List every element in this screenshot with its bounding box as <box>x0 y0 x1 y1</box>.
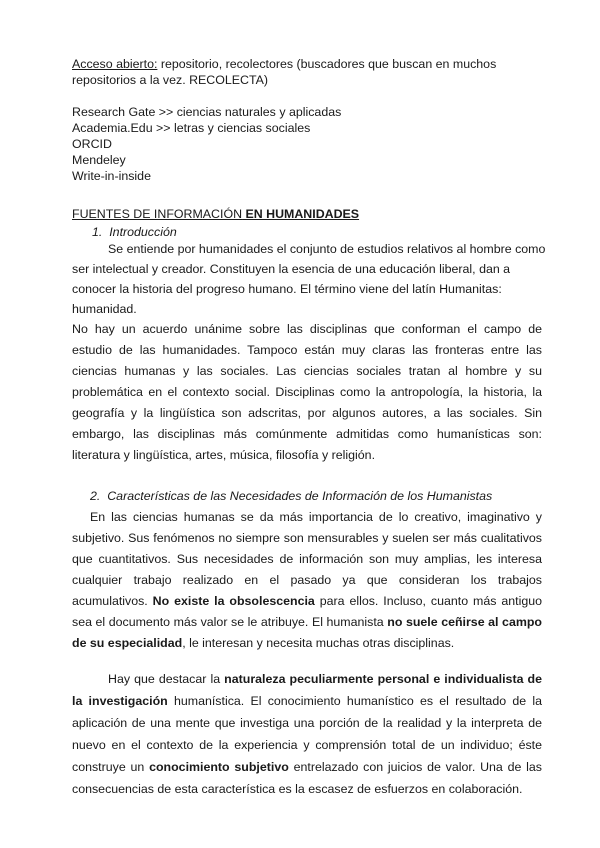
section-heading <box>72 206 359 222</box>
platform-write-in-inside: Write-in-inside <box>72 169 151 183</box>
characteristics-paragraph-1 <box>72 507 542 654</box>
char-p1-text-c: para ellos. Incluso, cuanto más antiguo sea el documento más valor se le atribuye. El humanista <box>72 594 542 629</box>
section-2-title <box>90 488 492 504</box>
section-2-number: 2. <box>90 489 101 503</box>
intro-line-2: ser intelectual y creador. Constituyen la esencia de una educación liberal, dan a <box>72 262 511 276</box>
section-1-title <box>92 224 177 240</box>
section-2-title-text: Características de las Necesidades de Información de los Humanistas <box>107 489 493 503</box>
heading-part-2: EN HUMANIDADES <box>242 207 360 221</box>
char-p2-text-e: entrelazado con juicios de valor. Una de las consecuencias de esta característica es la escasez de esfuerzos en colaboración. <box>72 760 543 796</box>
characteristics-paragraph-2 <box>72 668 542 800</box>
platform-research-gate: Research Gate >> ciencias naturales y aplicadas <box>72 105 342 119</box>
intro-line-4: humanidad. <box>72 302 137 316</box>
heading-part-1: FUENTES DE INFORMACIÓN <box>72 207 243 221</box>
char-p2-bold-nature: naturaleza peculiarmente personal e individualista de la investigación <box>72 672 542 708</box>
intro-paragraph-2: No hay un acuerdo unánime sobre las disciplinas que conforman el campo de estudio de las humanidades. Tampoco están muy claras las fronteras entre las ciencias humanas y las sociales. Las ciencias sociales tratan al hombre y su problemática en el contexto social. Disciplinas como la antropología, la historia, la geografía y la lingüística son adscritas, por algunos autores, a las sociales. Sin embargo, las disciplinas más comúnmente admitidas como humanísticas son: literatura y lingüística, artes, música, filosofía y religión. <box>72 322 542 462</box>
access-text-1: repositorio, recolectores (buscadores que buscan en muchos <box>157 57 497 71</box>
char-p1-text-e: , le interesan y necesita muchas otras disciplinas. <box>182 636 455 650</box>
section-1-title-text: Introducción <box>109 225 177 239</box>
section-1-number: 1. <box>92 225 103 239</box>
char-p2-text-c: humanística. El conocimiento humanístico es el resultado de la aplicación de una mente que investiga una porción de la realidad y la interpreta de nuevo en el contexto de la experiencia y comprensión total de un individuo; éste construye un <box>72 694 542 774</box>
char-p2-text-a: Hay que destacar la <box>108 672 225 686</box>
char-p1-bold-obsolescence: No existe la obsolescencia <box>152 594 315 608</box>
platform-academia: Academia.Edu >> letras y ciencias sociales <box>72 121 311 135</box>
platform-mendeley: Mendeley <box>72 153 126 167</box>
platform-orcid: ORCID <box>72 137 112 151</box>
access-label: Acceso abierto: <box>72 57 158 71</box>
access-line-1 <box>72 56 496 72</box>
char-p1-text-a: En las ciencias humanas se da más importancia de lo creativo, imaginativo y subjetivo. Sus fenómenos no siempre son mensurables y suelen ser más cualitativos que cuantitativos. Sus necesidades de información son muy amplias, les interesa cualquier trabajo realizado en el pasado ya que consideran los trabajos acumulativos. <box>72 510 542 608</box>
access-line-2: repositorios a la vez. RECOLECTA) <box>72 73 269 87</box>
char-p1-bold-specialty: no suele ceñirse al campo de su especialidad <box>72 615 542 650</box>
intro-line-1: Se entiende por humanidades el conjunto de estudios relativos al hombre como <box>108 242 546 256</box>
intro-line-3: conocer la historia del progreso humano. El término viene del latín Humanitas: <box>72 282 502 296</box>
char-p2-bold-subjective: conocimiento subjetivo <box>149 760 289 774</box>
